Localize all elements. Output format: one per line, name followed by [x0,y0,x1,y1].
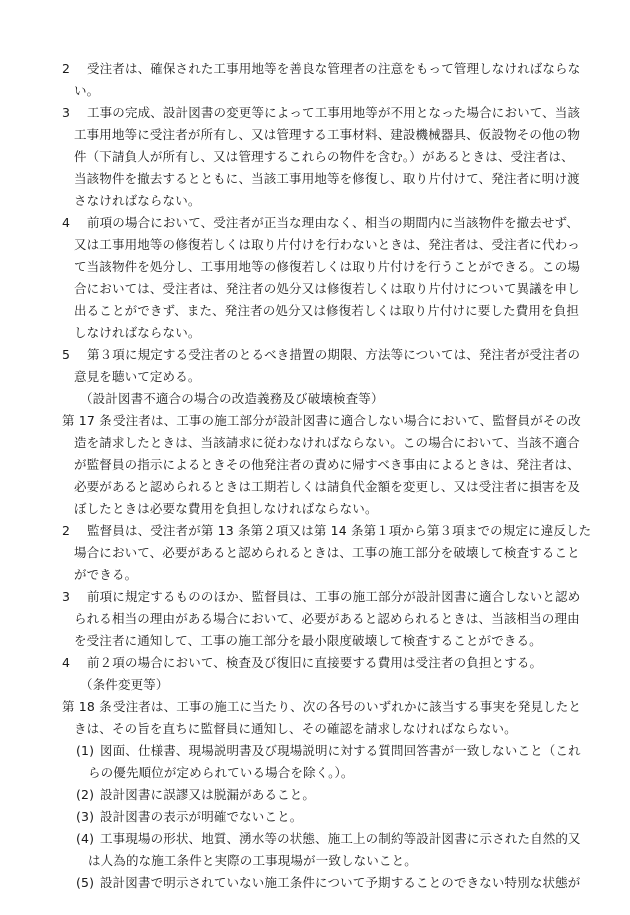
line-text: 又は工事用地等の修復若しくは取り片付けを行わないときは、発注者は、受注者に代わっ [74,237,580,252]
line-text: ぼしたときは必要な費用を負担しなければならない。 [74,501,378,516]
line-text: て当該物件を処分し、工事用地等の修復若しくは取り片付けを行うことができる。この場 [74,259,581,274]
paragraph-line [0,212,630,234]
list-item [0,872,630,894]
line-text: 受注者は、工事の施工に当たり、次の各号のいずれかに該当する事実を発見したと [113,699,582,714]
clause-number: 4 [62,215,71,230]
line-text: らの優先順位が定められている場合を除く。）。 [88,765,354,780]
line-text: 設計図書で明示されていない施工条件について予期することのできない特別な状態が [100,875,581,890]
paragraph-line [0,366,630,388]
clause-number: 4 [62,655,71,670]
line-text: 設計図書に誤謬又は脱漏があること。 [100,787,316,802]
paragraph-line [0,476,630,498]
line-text: 出ることができず、また、発注者の処分又は修復若しくは取り片付けに要した費用を負担 [74,303,580,318]
item-number: (3) [76,809,95,824]
paragraph-line [0,850,630,872]
paragraph-line [0,542,630,564]
line-text: が監督員の指示によるときその他発注者の責めに帰すべき事由によるときは、発注者は、 [74,457,580,472]
line-text: 当該物件を撤去するとともに、当該工事用地等を修復し、取り片付けて、発注者に明け渡 [74,171,580,186]
line-text: 前項に規定するもののほか、監督員は、工事の施工部分が設計図書に適合しないと認め [87,589,581,604]
line-text: 前２項の場合において、検査及び復旧に直接要する費用は受注者の負担とする。 [87,655,543,670]
clause-number: 3 [62,589,71,604]
line-text: 工事の完成、設計図書の変更等によって工事用地等が不用となった場合において、当該 [87,105,581,120]
line-text: 件（下請負人が所有し、又は管理するこれらの物件を含む。）があるときは、受注者は、 [74,149,574,164]
paragraph-line [0,652,630,674]
line-text: 前項の場合において、受注者が正当な理由なく、相当の期間内に当該物件を撤去せず、 [87,215,579,230]
paragraph-line [0,190,630,212]
paragraph-line [0,58,630,80]
paragraph-line [0,564,630,586]
line-text: 工事用地等に受注者が所有し、又は管理する工事材料、建設機械器具、仮設物その他の物 [74,127,581,142]
line-text: 設計図書の表示が明確でないこと。 [100,809,303,824]
line-text: られる相当の理由がある場合において、必要があると認められるときは、当該相当の理由 [74,611,580,626]
heading-text: （条件変更等） [80,677,169,692]
line-text: 工事現場の形状、地質、湧水等の状態、施工上の制約等設計図書に示された自然的又 [100,831,581,846]
line-text: 監督員は、受注者が第 13 条第２項又は第 14 条第１項から第３項までの規定に違反した [87,523,592,538]
heading-text: （設計図書不適合の場合の改造義務及び破壊検査等） [80,391,384,406]
clause-number: 3 [62,105,71,120]
line-text: しなければならない。 [74,325,201,340]
list-item [0,828,630,850]
article-number: 第 18 条 [62,699,112,714]
item-number: (2) [76,787,95,802]
article-number: 第 17 条 [62,413,112,428]
line-text: 造を請求したときは、当該請求に従わなければならない。この場合において、当該不適合 [74,435,580,450]
line-text: きは、その旨を直ちに監督員に通知し、その確認を請求しなければならない。 [74,721,517,736]
item-number: (5) [76,875,95,890]
paragraph-line [0,322,630,344]
paragraph-line [0,168,630,190]
line-text: さなければならない。 [74,193,201,208]
line-text: 場合において、必要があると認められるときは、工事の施工部分を破壊して検査すること [74,545,580,560]
line-text: 必要があると認められるときは工期若しくは請負代金額を変更し、又は受注者に損害を及 [74,479,581,494]
paragraph-line [0,608,630,630]
paragraph-line [0,300,630,322]
paragraph-line [0,520,630,542]
line-text: 図面、仕様書、現場説明書及び現場説明に対する質問回答書が一致しないこと（これ [100,743,581,758]
clause-number: 2 [62,523,71,538]
paragraph-line [0,102,630,124]
article-line [0,410,630,432]
item-number: (1) [76,743,95,758]
list-item [0,806,630,828]
list-item [0,740,630,762]
paragraph-line [0,278,630,300]
section-heading [0,388,630,410]
paragraph-line [0,762,630,784]
paragraph-line [0,124,630,146]
line-text: い。 [74,83,100,98]
clause-number: 5 [62,347,71,362]
section-heading [0,674,630,696]
paragraph-line [0,80,630,102]
clause-number: 2 [62,61,71,76]
paragraph-line [0,344,630,366]
item-number: (4) [76,831,95,846]
line-text: 第３項に規定する受注者のとるべき措置の期限、方法等については、発注者が受注者の [87,347,581,362]
article-line [0,696,630,718]
paragraph-line [0,718,630,740]
paragraph-line [0,586,630,608]
paragraph-line [0,234,630,256]
line-text: 受注者は、確保された工事用地等を善良な管理者の注意をもって管理しなければならな [87,61,581,76]
line-text: 意見を聴いて定める。 [74,369,201,384]
line-text: 合においては、受注者は、発注者の処分又は修復若しくは取り片付けについて異議を申し [74,281,580,296]
paragraph-line [0,146,630,168]
paragraph-line [0,454,630,476]
paragraph-line [0,630,630,652]
list-item [0,784,630,806]
line-text: を受注者に通知して、工事の施工部分を最小限度破壊して検査することができる。 [74,633,542,648]
line-text: ができる。 [74,567,138,582]
paragraph-line [0,432,630,454]
paragraph-line [0,256,630,278]
line-text: 受注者は、工事の施工部分が設計図書に適合しない場合において、監督員がその改 [113,413,581,428]
line-text: は人為的な施工条件と実際の工事現場が一致しないこと。 [88,853,417,868]
paragraph-line [0,498,630,520]
